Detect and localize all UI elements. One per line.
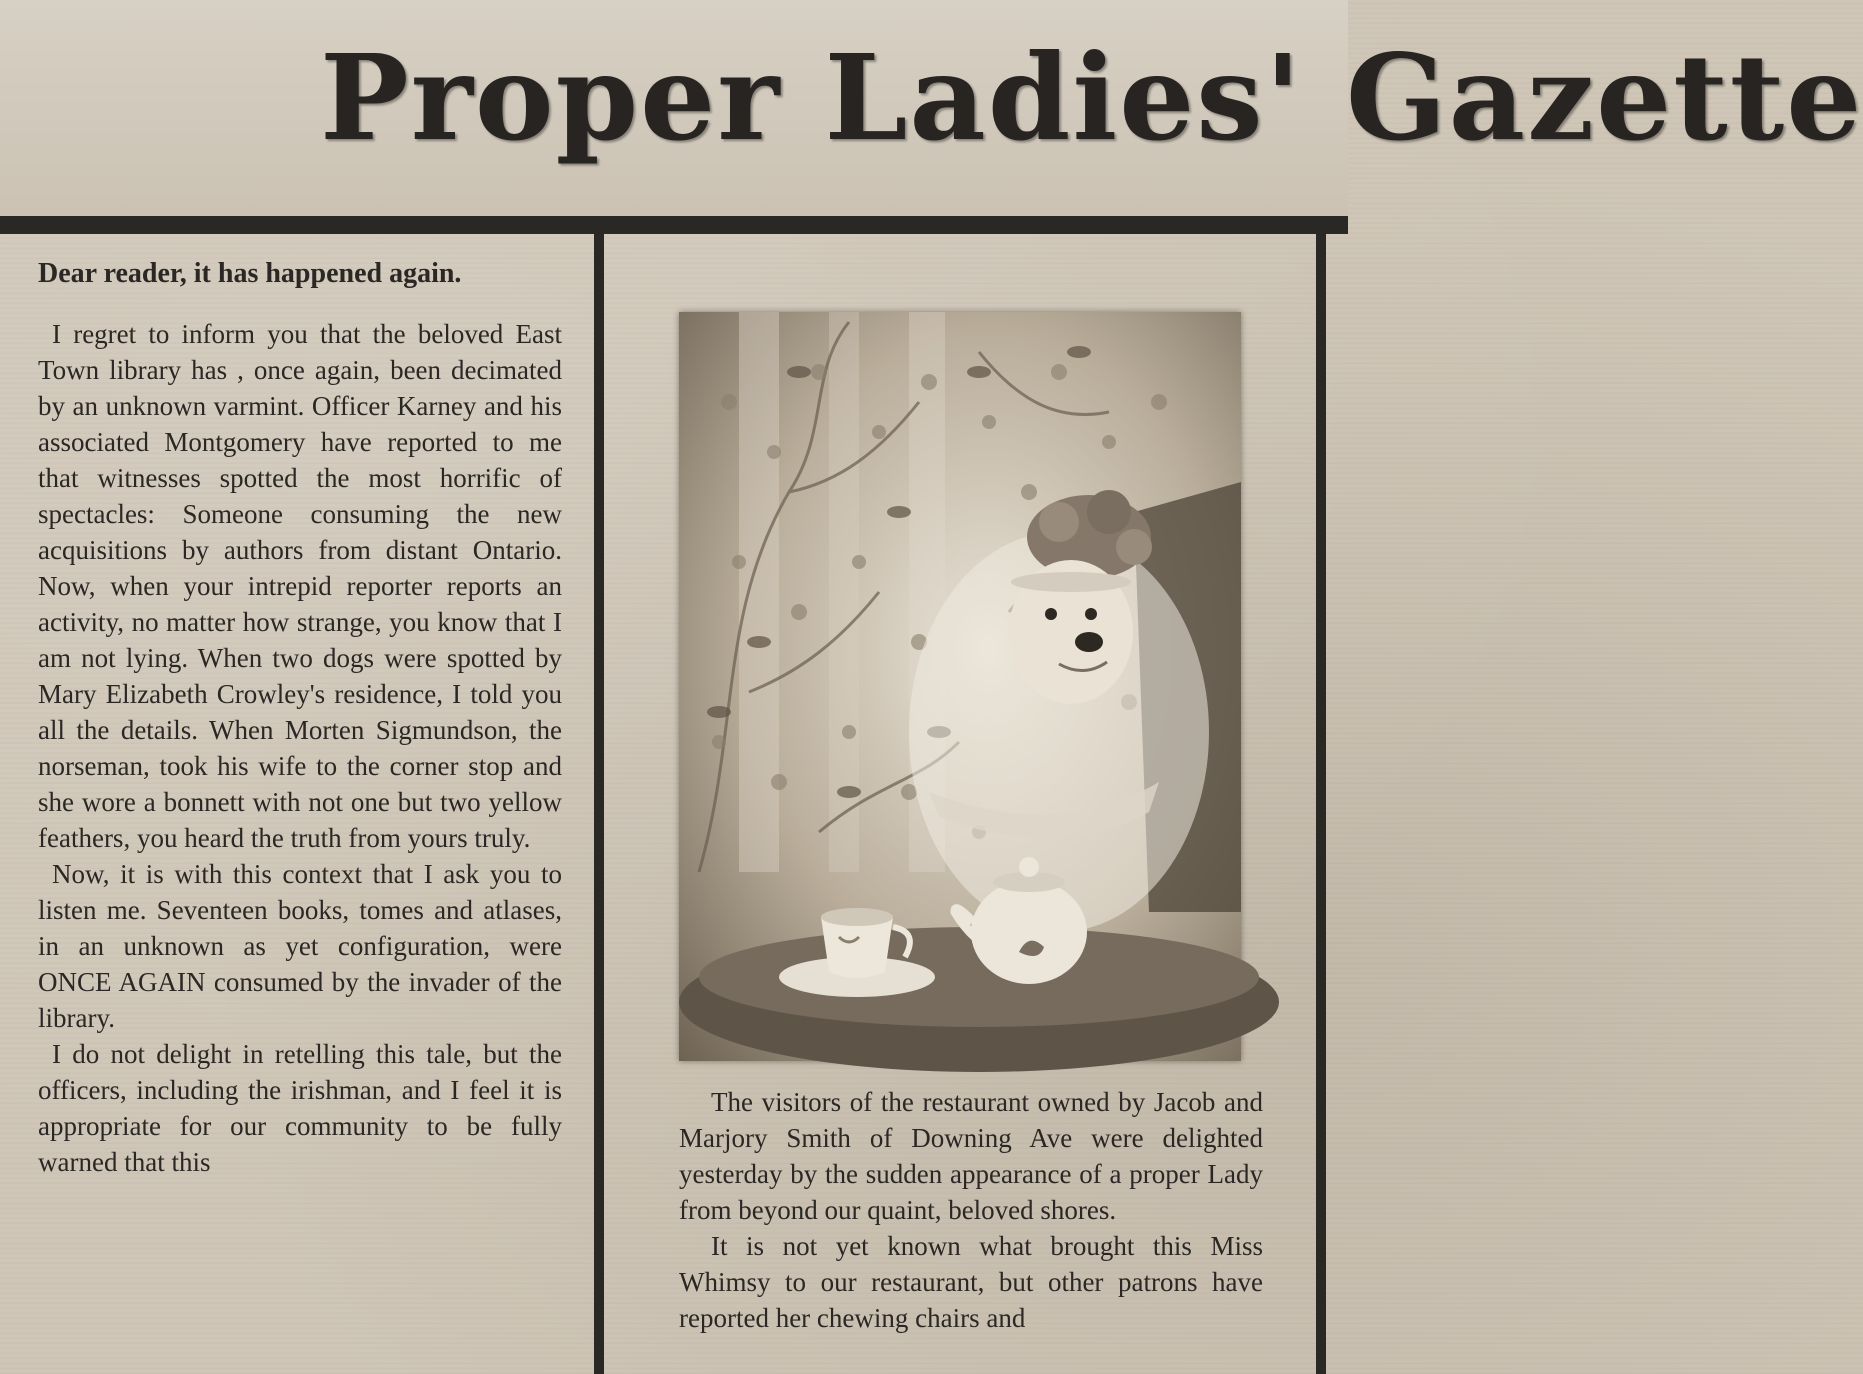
middle-article-body	[679, 1084, 1263, 1336]
column-divider-left	[594, 216, 604, 1374]
middle-paragraph-1: The visitors of the restaurant owned by Jacob and Marjory Smith of Downing Ave were delighted yesterday by the sudden appearance of a proper Lady from beyond our quaint, beloved shores.	[679, 1087, 1263, 1225]
article-headline: Dear reader, it has happened again.	[38, 258, 462, 289]
left-paragraph-1: I regret to inform you that the beloved East Town library has , once again, been decimated by an unknown varmint. Officer Karney and his associated Montgomery have reported to me that witnesses spotted the most horrific of spectacles: Someone consuming the new acquisitions by authors from distant Ontario. Now, when your intrepid reporter reports an activity, no matter how strange, you know that I am not lying. When two dogs were spotted by Mary Elizabeth Crowley's residence, I told you all the details. When Morten Sigmundson, the norseman, took his wife to the corner stop and she wore a bonnett with not one but two yellow feathers, you heard the truth from yours truly.	[38, 319, 562, 853]
left-paragraph-3: I do not delight in retelling this tale, but the officers, including the irishman, and I feel it is appropriate for our community to be fully warned that this	[38, 1039, 562, 1177]
masthead	[0, 0, 1863, 216]
masthead-rule	[0, 216, 1348, 234]
left-article	[38, 256, 562, 1180]
column-divider-right	[1316, 216, 1326, 1374]
left-article-body	[38, 316, 562, 1180]
middle-paragraph-2: It is not yet known what brought this Miss Whimsy to our restaurant, but other patrons have reported her chewing chairs and	[679, 1231, 1263, 1333]
masthead-title: Proper Ladies' Gazette	[320, 28, 1863, 167]
left-paragraph-2: Now, it is with this context that I ask you to listen me. Seventeen books, tomes and atlases, in an unknown as yet configuration, were ONCE AGAIN consumed by the invader of the library.	[38, 859, 562, 1033]
middle-article	[679, 1084, 1263, 1336]
photo-illustration	[679, 312, 1241, 1061]
dog-in-bonnet-photo	[679, 312, 1241, 1061]
